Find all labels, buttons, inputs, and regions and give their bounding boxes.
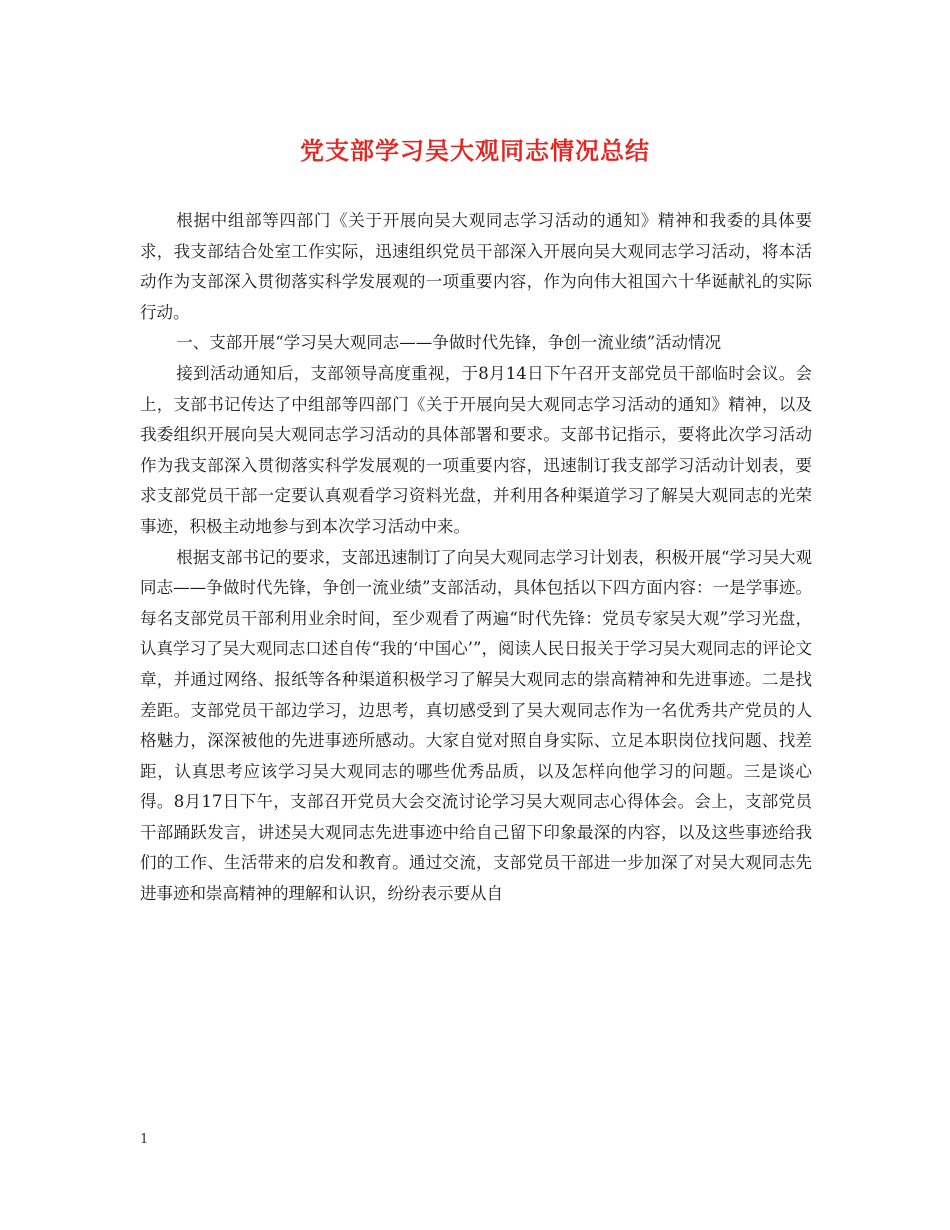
- paragraph-meeting: 接到活动通知后，支部领导高度重视，于8月14日下午召开支部党员干部临时会议。会上，支部书记传达了中组部等四部门《关于开展向吴大观同志学习活动的通知》精神，以及我委组织开展向吴大观同志学习活动的具体部署和要求。支部书记指示，要将此次学习活动作为我支部深入贯彻落实科学发展观的一项重要内容，迅速制订我支部学习活动计划表，要求支部党员干部一定要认真观看学习资料光盘，并利用各种渠道学习了解吴大观同志的光荣事迹，积极主动地参与到本次学习活动中来。: [140, 363, 812, 536]
- paragraph-activities: 根据支部书记的要求，支部迅速制订了向吴大观同志学习计划表，积极开展“学习吴大观同志——争做时代先锋，争创一流业绩”支部活动，具体包括以下四方面内容：一是学事迹。每名支部党员干部利用业余时间，至少观看了两遍“时代先锋：党员专家吴大观”学习光盘，认真学习了吴大观同志口述自传“我的‘中国心’”，阅读人民日报关于学习吴大观同志的评论文章，并通过网络、报纸等各种渠道积极学习了解吴大观同志的崇高精神和先进事迹。二是找差距。支部党员干部边学习，边思考，真切感受到了吴大观同志作为一名优秀共产党员的人格魅力，深深被他的先进事迹所感动。大家自觉对照自身实际、立足本职岗位找问题、找差距，认真思考应该学习吴大观同志的哪些优秀品质，以及怎样向他学习的问题。三是谈心得。8月17日下午，支部召开党员大会交流讨论学习吴大观同志心得体会。会上，支部党员干部踊跃发言，讲述吴大观同志先进事迹中给自己留下印象最深的内容，以及这些事迹给我们的工作、生活带来的启发和教育。通过交流，支部党员干部进一步加深了对吴大观同志先进事迹和崇高精神的理解和认识，纷纷表示要从自: [140, 547, 812, 904]
- document-title: 党支部学习吴大观同志情况总结: [300, 137, 650, 165]
- page-number: 1: [140, 1132, 149, 1147]
- section-heading-1: 一、支部开展“学习吴大观同志——争做时代先锋，争创一流业绩”活动情况: [176, 333, 722, 353]
- document-body: [140, 206, 812, 910]
- paragraph-intro: 根据中组部等四部门《关于开展向吴大观同志学习活动的通知》精神和我委的具体要求，我支部结合处室工作实际，迅速组织党员干部深入开展向吴大观同志学习活动，将本活动作为支部深入贯彻落实科学发展观的一项重要内容，作为向伟大祖国六十华诞献礼的实际行动。: [140, 211, 812, 322]
